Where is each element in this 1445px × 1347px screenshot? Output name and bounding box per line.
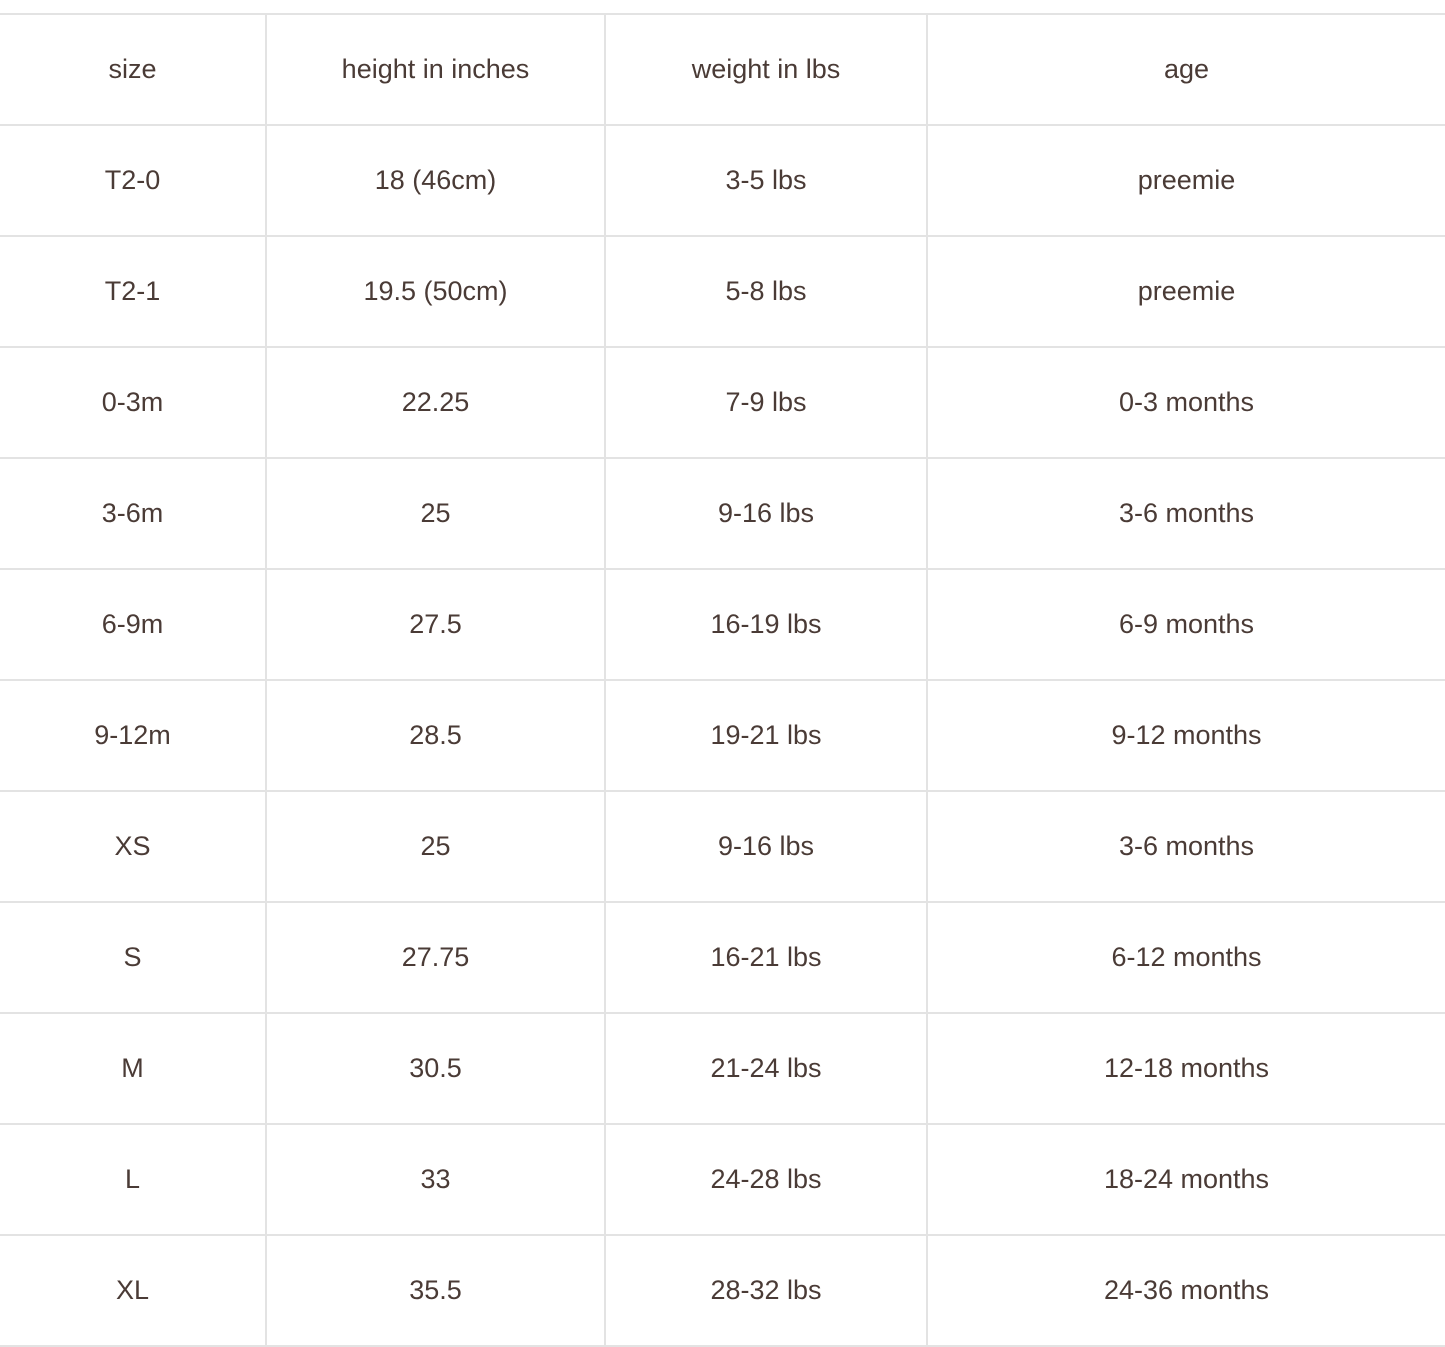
cell-age: 24-36 months: [927, 1235, 1445, 1346]
header-row: [0, 14, 1445, 125]
cell-height: 18 (46cm): [266, 125, 605, 236]
cell-age: 0-3 months: [927, 347, 1445, 458]
table-body: [0, 125, 1445, 1346]
cell-weight: 9-16 lbs: [605, 791, 927, 902]
cell-size: L: [0, 1124, 266, 1235]
table-row: [0, 791, 1445, 902]
cell-weight: 16-19 lbs: [605, 569, 927, 680]
header-size: size: [0, 14, 266, 125]
cell-age: 3-6 months: [927, 458, 1445, 569]
table-row: [0, 569, 1445, 680]
table-row: [0, 347, 1445, 458]
cell-age: 6-12 months: [927, 902, 1445, 1013]
cell-size: 6-9m: [0, 569, 266, 680]
cell-height: 28.5: [266, 680, 605, 791]
cell-height: 22.25: [266, 347, 605, 458]
cell-age: 12-18 months: [927, 1013, 1445, 1124]
cell-height: 30.5: [266, 1013, 605, 1124]
header-height: height in inches: [266, 14, 605, 125]
cell-size: 3-6m: [0, 458, 266, 569]
cell-size: XL: [0, 1235, 266, 1346]
cell-height: 25: [266, 458, 605, 569]
cell-size: 0-3m: [0, 347, 266, 458]
header-age: age: [927, 14, 1445, 125]
cell-age: 18-24 months: [927, 1124, 1445, 1235]
table-row: [0, 1013, 1445, 1124]
cell-height: 35.5: [266, 1235, 605, 1346]
table-row: [0, 1235, 1445, 1346]
cell-height: 33: [266, 1124, 605, 1235]
cell-weight: 21-24 lbs: [605, 1013, 927, 1124]
cell-weight: 16-21 lbs: [605, 902, 927, 1013]
cell-weight: 28-32 lbs: [605, 1235, 927, 1346]
cell-size: 9-12m: [0, 680, 266, 791]
cell-age: 6-9 months: [927, 569, 1445, 680]
table-row: [0, 125, 1445, 236]
table-row: [0, 1124, 1445, 1235]
cell-weight: 24-28 lbs: [605, 1124, 927, 1235]
cell-size: M: [0, 1013, 266, 1124]
table-row: [0, 680, 1445, 791]
cell-size: T2-1: [0, 236, 266, 347]
cell-weight: 7-9 lbs: [605, 347, 927, 458]
cell-age: 9-12 months: [927, 680, 1445, 791]
cell-height: 27.5: [266, 569, 605, 680]
table-row: [0, 236, 1445, 347]
cell-height: 25: [266, 791, 605, 902]
cell-age: preemie: [927, 236, 1445, 347]
cell-height: 27.75: [266, 902, 605, 1013]
cell-weight: 19-21 lbs: [605, 680, 927, 791]
cell-size: XS: [0, 791, 266, 902]
cell-size: S: [0, 902, 266, 1013]
table-row: [0, 458, 1445, 569]
cell-weight: 9-16 lbs: [605, 458, 927, 569]
cell-age: preemie: [927, 125, 1445, 236]
cell-weight: 3-5 lbs: [605, 125, 927, 236]
cell-age: 3-6 months: [927, 791, 1445, 902]
cell-weight: 5-8 lbs: [605, 236, 927, 347]
table-header: [0, 14, 1445, 125]
header-weight: weight in lbs: [605, 14, 927, 125]
table-row: [0, 902, 1445, 1013]
cell-height: 19.5 (50cm): [266, 236, 605, 347]
cell-size: T2-0: [0, 125, 266, 236]
size-chart-table: [0, 13, 1445, 1347]
